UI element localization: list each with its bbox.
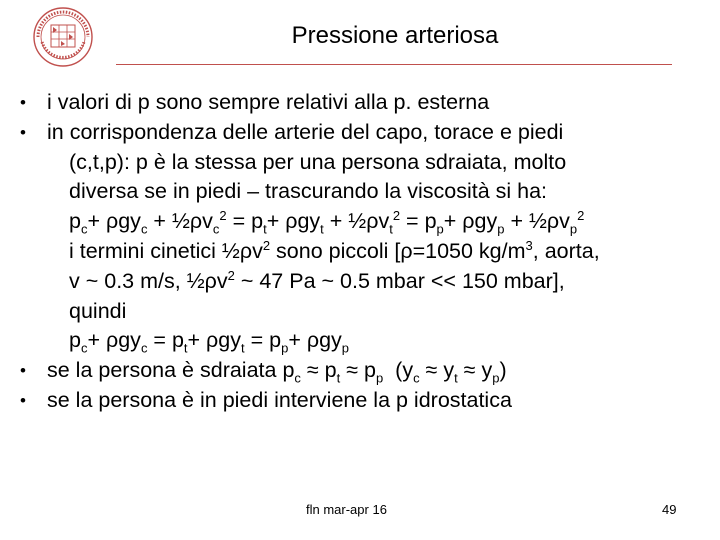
bullet-marker: • (20, 390, 26, 410)
page-number: 49 (662, 502, 677, 517)
bullet-item: • in corrispondenza delle arterie del capo, torace e piedi (20, 118, 710, 148)
bullet-continuation: v ~ 0.3 m/s, $\frac{1}{2}\rho v^2$ ~ 47 Pa ~ 0.5 mbar << 150 mbar], (69, 267, 565, 293)
slide-body (20, 88, 710, 416)
bullet-item: • se la persona è in piedi interviene la p idrostatica (20, 386, 710, 416)
bullet-continuation: quindi (69, 298, 127, 323)
bullet-item: • i valori di p sono sempre relativi alla p. esterna (20, 88, 710, 118)
bernoulli-equation: $p_c+ \rho gy_c$ + $\frac{1}{2}\rho v_c^2 = p_t+ \rho gy_t$ + $\frac{1}{2}\rho v_t^2 = p_p+ \rho gy_p$ + $\frac{1}{2}\rho v_p^2$ (69, 208, 585, 237)
bullet-marker: • (20, 93, 26, 112)
university-seal-logo (22, 6, 104, 68)
footer-label: fln mar-apr 16 (306, 502, 387, 517)
bullet-marker: • (20, 361, 26, 381)
slide-title: Pressione arteriosa (291, 22, 499, 49)
bullet-continuation: diversa se in piedi – trascurando la viscosità si ha: (69, 179, 548, 204)
hydrostatic-equation: $p_c+ \rho gy_c = p_t+ \rho gy_t = p_p+ \rho gy_p$ (69, 328, 350, 356)
bullet-item: • se la persona è sdraiata $p_c \approx p_t \approx p_p$ $(y_c \approx y_t \approx y_p)$ (20, 358, 507, 386)
bullet-continuation: (c,t,p): p è la stessa per una persona sdraiata, molto (69, 149, 567, 174)
bullet-continuation: i termini cinetici $\frac{1}{2}\rho v^2$ sono piccoli [ρ=1050 $kg/m^3$, aorta, (69, 237, 600, 263)
bullet-marker: • (20, 122, 26, 142)
title-divider (116, 64, 672, 65)
